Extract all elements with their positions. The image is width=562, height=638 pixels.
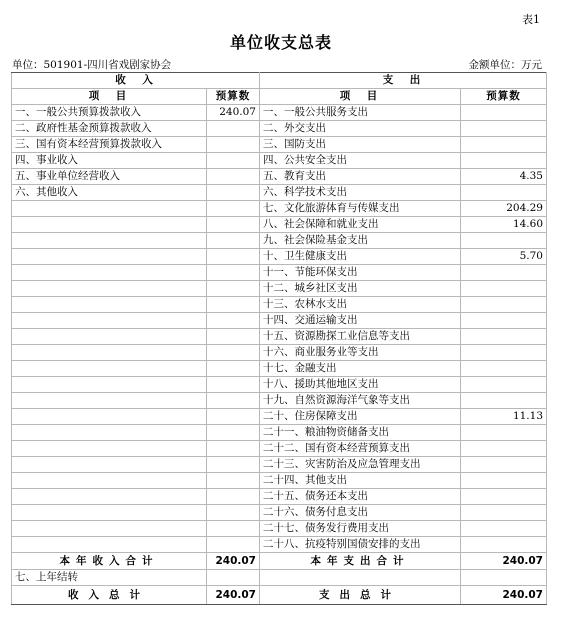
expense-item-value <box>461 521 547 537</box>
income-item-value <box>207 377 260 393</box>
income-item-value <box>207 329 260 345</box>
table-row <box>12 233 547 249</box>
page-number: 表1 <box>522 13 540 26</box>
page-title: 单位收支总表 <box>229 33 332 52</box>
expense-item-value: 14.60 <box>461 217 547 233</box>
income-item-value <box>207 265 260 281</box>
expense-item-value <box>461 185 547 201</box>
table-row <box>12 217 547 233</box>
income-item-value <box>207 233 260 249</box>
income-item-name: 二、政府性基金预算拨款收入 <box>12 121 207 137</box>
expense-item-name: 二十四、其他支出 <box>260 473 461 489</box>
expense-item-value: 4.35 <box>461 169 547 185</box>
income-item-name <box>12 233 207 249</box>
income-item-value <box>207 153 260 169</box>
table-row <box>12 265 547 281</box>
expense-item-name: 二十七、债务发行费用支出 <box>260 521 461 537</box>
income-item-value: 240.07 <box>207 105 260 121</box>
table-row <box>12 361 547 377</box>
table-row <box>12 521 547 537</box>
income-section-header: 收 入 <box>12 73 260 89</box>
income-item-value <box>207 537 260 553</box>
expense-item-value <box>461 345 547 361</box>
table-row <box>12 393 547 409</box>
unit-label: 单位：501901-四川省戏剧家协会 <box>12 59 172 71</box>
income-item-value <box>207 393 260 409</box>
budget-summary-table <box>11 72 547 605</box>
table-row <box>12 137 547 153</box>
income-item-value <box>207 281 260 297</box>
expense-item-value <box>461 505 547 521</box>
income-item-value <box>207 345 260 361</box>
income-item-value <box>207 521 260 537</box>
expense-item-value <box>461 473 547 489</box>
income-item-name <box>12 441 207 457</box>
expense-item-name: 二十六、债务付息支出 <box>260 505 461 521</box>
income-item-value <box>207 201 260 217</box>
expense-item-name: 八、社会保障和就业支出 <box>260 217 461 233</box>
income-item-value <box>207 121 260 137</box>
income-item-name <box>12 489 207 505</box>
expense-item-name: 十九、自然资源海洋气象等支出 <box>260 393 461 409</box>
income-item-name <box>12 457 207 473</box>
table-row <box>12 441 547 457</box>
income-item-value <box>207 297 260 313</box>
income-item-name <box>12 377 207 393</box>
income-item-name <box>12 393 207 409</box>
table-row <box>12 329 547 345</box>
income-item-name <box>12 537 207 553</box>
expense-item-name: 十七、金融支出 <box>260 361 461 377</box>
table-row <box>12 377 547 393</box>
expense-item-value <box>461 153 547 169</box>
income-item-name <box>12 345 207 361</box>
expense-item-name: 十、卫生健康支出 <box>260 249 461 265</box>
carryover-value <box>207 570 260 586</box>
expense-item-name: 四、公共安全支出 <box>260 153 461 169</box>
expense-item-value: 204.29 <box>461 201 547 217</box>
expense-item-name: 三、国防支出 <box>260 137 461 153</box>
income-item-name <box>12 361 207 377</box>
expense-item-name: 一、一般公共服务支出 <box>260 105 461 121</box>
income-item-value <box>207 425 260 441</box>
table-row <box>12 281 547 297</box>
income-item-name <box>12 505 207 521</box>
expense-item-value <box>461 281 547 297</box>
expense-item-value <box>461 137 547 153</box>
income-year-total-label: 本年收入合计 <box>12 553 207 570</box>
expense-item-value <box>461 233 547 249</box>
expense-item-value: 11.13 <box>461 409 547 425</box>
expense-item-name: 五、教育支出 <box>260 169 461 185</box>
expense-item-value <box>461 297 547 313</box>
income-item-name: 三、国有资本经营预算拨款收入 <box>12 137 207 153</box>
income-item-name <box>12 409 207 425</box>
section-header-row <box>12 73 547 89</box>
expense-budget-header: 预算数 <box>461 89 547 105</box>
table-row <box>12 409 547 425</box>
expense-item-value <box>461 121 547 137</box>
expense-item-name: 十六、商业服务业等支出 <box>260 345 461 361</box>
income-item-value <box>207 249 260 265</box>
table-row <box>12 489 547 505</box>
table-row <box>12 457 547 473</box>
table-row <box>12 105 547 121</box>
income-item-name <box>12 425 207 441</box>
income-item-name <box>12 281 207 297</box>
table-row <box>12 121 547 137</box>
income-item-name <box>12 217 207 233</box>
expense-item-value: 5.70 <box>461 249 547 265</box>
expense-grand-total-value: 240.07 <box>461 586 547 605</box>
expense-item-name: 二十八、抗疫特别国债安排的支出 <box>260 537 461 553</box>
table-row <box>12 249 547 265</box>
income-item-name <box>12 297 207 313</box>
table-row <box>12 345 547 361</box>
expense-item-value <box>461 313 547 329</box>
table-row <box>12 425 547 441</box>
expense-item-name: 七、文化旅游体育与传媒支出 <box>260 201 461 217</box>
year-total-row <box>12 553 547 570</box>
currency-unit-label: 金额单位：万元 <box>468 59 542 71</box>
expense-item-value <box>461 393 547 409</box>
expense-item-name: 十一、节能环保支出 <box>260 265 461 281</box>
grand-total-row <box>12 586 547 605</box>
expense-item-value <box>461 105 547 121</box>
income-item-value <box>207 217 260 233</box>
carryover-empty-name <box>260 570 461 586</box>
expense-item-header: 项 目 <box>260 89 461 105</box>
income-item-name <box>12 313 207 329</box>
income-item-header: 项 目 <box>12 89 207 105</box>
expense-item-name: 十八、援助其他地区支出 <box>260 377 461 393</box>
income-item-value <box>207 409 260 425</box>
income-item-name <box>12 249 207 265</box>
expense-item-name: 二十一、粮油物资储备支出 <box>260 425 461 441</box>
expense-item-name: 二、外交支出 <box>260 121 461 137</box>
income-item-name: 一、一般公共预算拨款收入 <box>12 105 207 121</box>
table-row <box>12 153 547 169</box>
income-item-value <box>207 505 260 521</box>
table-row <box>12 169 547 185</box>
income-item-name <box>12 521 207 537</box>
expense-year-total-label: 本年支出合计 <box>260 553 461 570</box>
income-item-value <box>207 169 260 185</box>
income-item-name <box>12 265 207 281</box>
carryover-row <box>12 570 547 586</box>
income-grand-total-label: 收入总计 <box>12 586 207 605</box>
carryover-label: 七、上年结转 <box>12 570 207 586</box>
carryover-empty-value <box>461 570 547 586</box>
table-row <box>12 473 547 489</box>
income-item-value <box>207 313 260 329</box>
expense-item-name: 二十、住房保障支出 <box>260 409 461 425</box>
expense-item-value <box>461 489 547 505</box>
income-item-name: 五、事业单位经营收入 <box>12 169 207 185</box>
table-row <box>12 297 547 313</box>
column-header-row <box>12 89 547 105</box>
expense-item-value <box>461 377 547 393</box>
expense-year-total-value: 240.07 <box>461 553 547 570</box>
table-row <box>12 201 547 217</box>
table-row <box>12 313 547 329</box>
expense-section-header: 支 出 <box>260 73 547 89</box>
table-row <box>12 505 547 521</box>
income-item-name <box>12 201 207 217</box>
expense-item-name: 二十五、债务还本支出 <box>260 489 461 505</box>
income-item-name <box>12 473 207 489</box>
table-row <box>12 537 547 553</box>
income-item-value <box>207 137 260 153</box>
income-item-value <box>207 489 260 505</box>
table-row <box>12 185 547 201</box>
income-grand-total-value: 240.07 <box>207 586 260 605</box>
expense-item-value <box>461 425 547 441</box>
expense-item-name: 二十二、国有资本经营预算支出 <box>260 441 461 457</box>
income-item-value <box>207 361 260 377</box>
expense-item-value <box>461 265 547 281</box>
income-item-value <box>207 457 260 473</box>
expense-item-name: 十五、资源勘探工业信息等支出 <box>260 329 461 345</box>
income-year-total-value: 240.07 <box>207 553 260 570</box>
expense-item-value <box>461 537 547 553</box>
income-budget-header: 预算数 <box>207 89 260 105</box>
expense-item-value <box>461 329 547 345</box>
expense-item-value <box>461 361 547 377</box>
expense-item-name: 九、社会保险基金支出 <box>260 233 461 249</box>
income-item-name <box>12 329 207 345</box>
income-item-value <box>207 473 260 489</box>
income-item-value <box>207 441 260 457</box>
expense-item-value <box>461 457 547 473</box>
expense-item-name: 十三、农林水支出 <box>260 297 461 313</box>
expense-item-name: 二十三、灾害防治及应急管理支出 <box>260 457 461 473</box>
expense-item-value <box>461 441 547 457</box>
income-item-name: 四、事业收入 <box>12 153 207 169</box>
expense-item-name: 十二、城乡社区支出 <box>260 281 461 297</box>
expense-item-name: 六、科学技术支出 <box>260 185 461 201</box>
expense-item-name: 十四、交通运输支出 <box>260 313 461 329</box>
income-item-name: 六、其他收入 <box>12 185 207 201</box>
income-item-value <box>207 185 260 201</box>
expense-grand-total-label: 支出总计 <box>260 586 461 605</box>
